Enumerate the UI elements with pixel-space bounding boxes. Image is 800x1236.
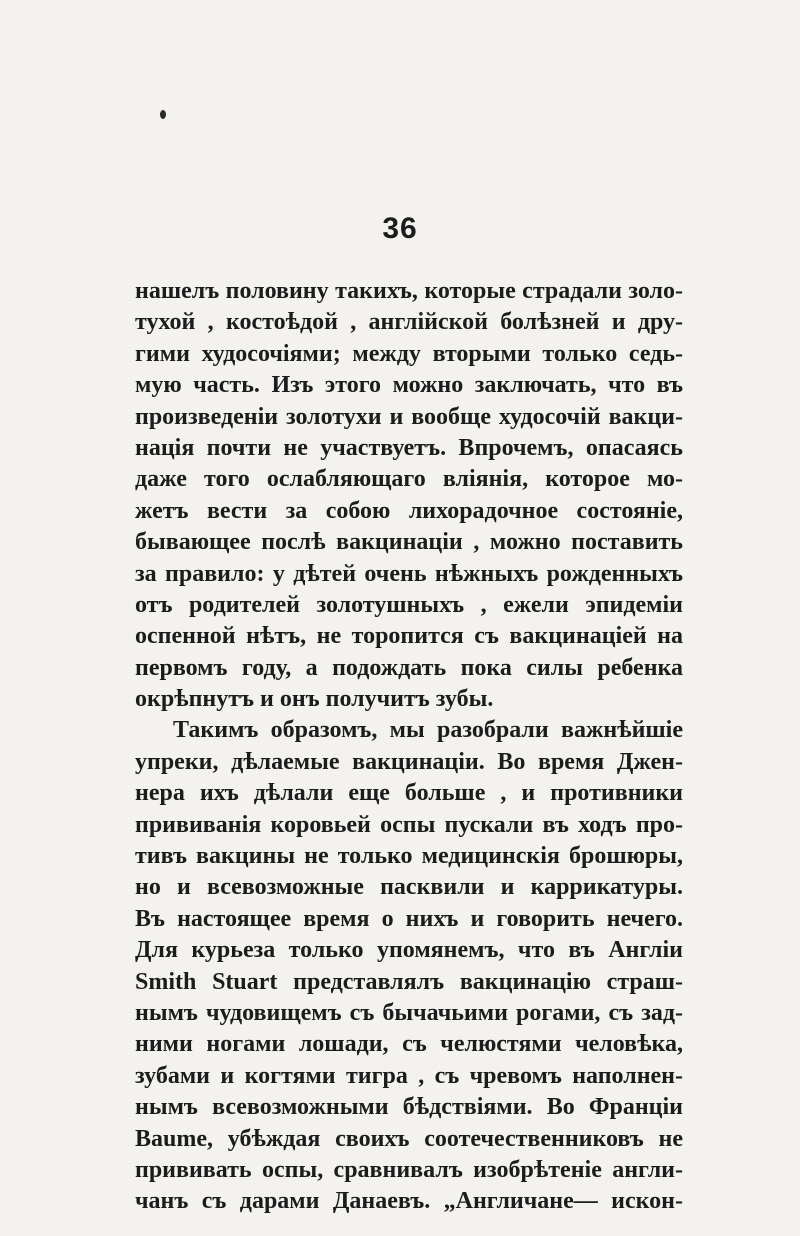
text-line: бывающее послѣ вакцинаціи , можно поставить — [135, 529, 683, 556]
text-line: нымъ всевозможными бѣдствіями. Во Франціи — [135, 1094, 683, 1121]
text-line: окрѣпнутъ и онъ получитъ зубы. — [135, 686, 494, 713]
text-line: нера ихъ дѣлали еще больше , и противники — [135, 780, 683, 807]
text-line: оспенной нѣтъ, не торопится съ вакцинаціей на — [135, 623, 683, 650]
text-line: тивъ вакцины не только медицинскія брошюры, — [135, 843, 683, 870]
text-line: Въ настоящее время о нихъ и говорить нечего. — [135, 905, 683, 932]
text-line: нація почти не участвуетъ. Впрочемъ, опасаясь — [135, 434, 683, 461]
text-line: упреки, дѣлаемые вакцинаціи. Во время Джен- — [135, 748, 683, 775]
text-line: прививать оспы, сравнивалъ изобрѣтеніе англи- — [135, 1156, 683, 1183]
text-line: Такимъ образомъ, мы разобрали важнѣйшіе — [173, 717, 683, 744]
text-line: произведеніи золотухи и вообще худосочій вакци- — [135, 403, 683, 430]
page-number: 36 — [382, 212, 418, 245]
text-line: отъ родителей золотушныхъ , ежели эпидеміи — [135, 591, 683, 618]
text-line: жетъ вести за собою лихорадочное состояніе, — [135, 497, 683, 524]
text-line: Smith Stuart представлялъ вакцинацію страш- — [135, 968, 683, 995]
text-line: мую часть. Изъ этого можно заключать, что въ — [135, 372, 683, 399]
text-line: нашелъ половину такихъ, которые страдали золо- — [135, 278, 683, 304]
text-line: гими худосочіями; между вторыми только седь- — [135, 340, 683, 367]
text-line: Baume, убѣждая своихъ соотечественниковъ не — [135, 1125, 683, 1152]
text-line: прививанія коровьей оспы пускали въ ходъ про- — [135, 811, 683, 838]
text-line: даже того ослабляющаго вліянія, которое мо- — [135, 466, 683, 493]
text-line: зубами и когтями тигра , съ чревомъ наполнен- — [135, 1062, 683, 1089]
text-line: первомъ году, а подождать пока силы ребенка — [135, 654, 683, 681]
text-line: тухой , костоѣдой , англійской болѣзней и дру- — [135, 309, 683, 336]
text-line: но и всевозможные пасквили и каррикатуры. — [135, 874, 683, 901]
body-text — [135, 276, 683, 1218]
text-line: ними ногами лошади, съ челюстями человѣка, — [135, 1031, 683, 1058]
ink-speck — [160, 110, 166, 119]
text-line: нымъ чудовищемъ съ бычачьими рогами, съ зад- — [135, 999, 683, 1026]
text-line: Для курьеза только упомянемъ, что въ Англіи — [135, 937, 683, 964]
text-line: чанъ съ дарами Данаевъ. „Англичане— искон- — [135, 1188, 683, 1215]
text-line: за правило: у дѣтей очень нѣжныхъ рожденныхъ — [135, 560, 683, 587]
